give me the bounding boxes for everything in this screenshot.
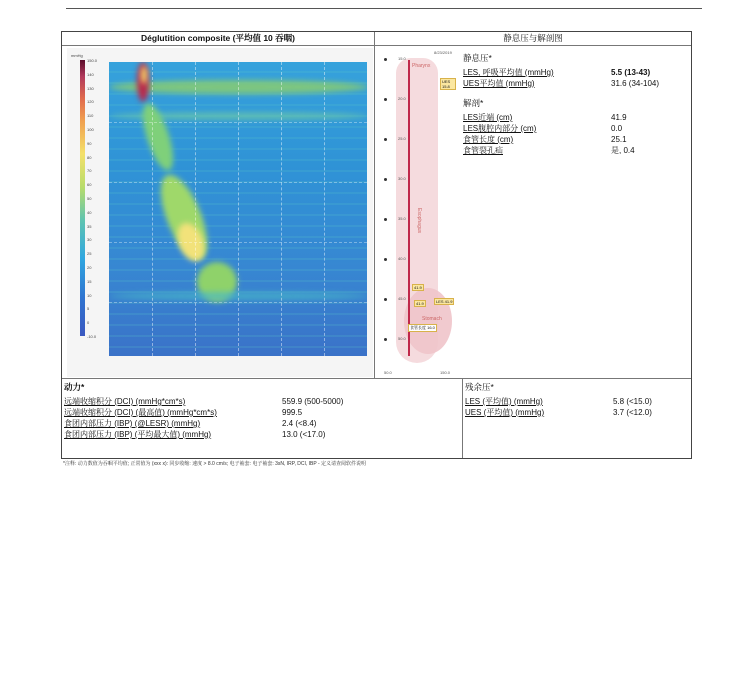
scale-tick: 90 [87, 140, 92, 146]
les-tag-3: LES 41.9 [436, 299, 453, 304]
dynamics-label: 远端收缩积分 (DCI) (最高值) (mmHg*cm*s) [64, 408, 217, 417]
scale-tick: 25 [87, 251, 92, 257]
top-rule [66, 8, 702, 9]
dynamics-label: 食团内部压力 (IBP) (@LESR) (mmHg) [64, 419, 201, 428]
sensor-dot [384, 98, 387, 101]
anatomy-row [463, 123, 685, 134]
scale-tick: 150.0 [87, 58, 98, 63]
dynamics-row [64, 429, 460, 440]
sensor-dot [384, 298, 387, 301]
anatomy-label: 食管裂孔疝 [463, 146, 503, 155]
residual-label: UES (平均值) (mmHg) [465, 408, 545, 417]
rest-label: UES平均值 (mmHg) [463, 79, 535, 88]
rest-anatomy-header: 静息压与解剖图 [375, 32, 691, 46]
anatomy-label: 食管长度 (cm) [463, 135, 514, 144]
scale-tick: 20 [87, 265, 92, 270]
sensor-dot [384, 258, 387, 261]
scale-tick: 35 [87, 223, 92, 229]
residual-title: 残余压* [465, 382, 494, 392]
dynamics-value: 559.9 (500-5000) [282, 397, 344, 406]
residual-panel [465, 381, 687, 418]
rest-value: 5.5 (13-43) [611, 68, 651, 77]
footnote: *注释: 动力数值为吞咽平均值; 正常值为 (xxx x): 同步收缩: 速度 > 8.0 cm/s; 电子袖套: 电子袖套: 3sN, IRP, DCI, IBP - 定义请查阅软件说明 [63, 461, 367, 467]
pharynx-label: Pharynx [412, 63, 431, 69]
bottom-divider [462, 378, 463, 458]
scale-tick: 40 [87, 209, 92, 215]
scale-tick: 10 [87, 292, 92, 298]
rest-label: LES, 呼吸平均值 (mmHg) [463, 68, 554, 77]
anatomy-diagram [378, 48, 456, 378]
residual-value: 5.8 (<15.0) [613, 397, 652, 406]
color-scale [71, 53, 98, 365]
scale-tick: 0 [87, 320, 90, 326]
scale-tick: 110 [87, 113, 94, 119]
horizontal-divider [62, 378, 691, 379]
depth-label: 40.0 [398, 256, 406, 261]
residual-label: LES (平均值) (mmHg) [465, 397, 543, 406]
scale-tick: -10.0 [87, 334, 97, 339]
depth-label: 50.0 [398, 336, 406, 341]
les-tag-1: 41.9 [414, 285, 422, 290]
sensor-dot [384, 138, 387, 141]
dynamics-row [64, 418, 460, 429]
dynamics-value: 999.5 [282, 408, 303, 417]
rest-row [463, 78, 685, 89]
anatomy-value: 0.0 [611, 124, 623, 133]
residual-row [465, 396, 687, 407]
report-frame [61, 31, 692, 459]
scale-tick: 70 [87, 168, 92, 174]
composite-header: Déglutition composite (平均值 10 吞咽) [62, 32, 374, 46]
depth-label: 25.0 [398, 136, 406, 141]
rest-value: 31.6 (34-104) [611, 79, 660, 88]
color-scale-bar [80, 60, 85, 336]
depth-label: 30.0 [398, 176, 406, 181]
anatomy-label: LES腹腔内部分 (cm) [463, 124, 537, 133]
rest-anatomy-panel [463, 52, 685, 156]
scale-tick: 120 [87, 99, 94, 105]
anatomy-row [463, 145, 685, 156]
dynamics-row [64, 396, 460, 407]
sensor-dot [384, 178, 387, 181]
esophagus-line [408, 60, 410, 356]
scale-tick: 130 [87, 85, 94, 91]
dynamics-title: 动力* [64, 382, 85, 392]
pressure-topography-plot [67, 48, 373, 377]
ues-tag: UES 15.8 [440, 78, 456, 90]
ues-peak-core [141, 66, 147, 84]
dynamics-panel [64, 381, 460, 440]
scale-tick: 60 [87, 182, 92, 188]
depth-label: 45.0 [398, 296, 406, 301]
residual-row [465, 407, 687, 418]
scale-tick: 15 [87, 278, 92, 284]
anatomy-value: 25.1 [611, 135, 627, 144]
depth-label: 20.0 [398, 96, 406, 101]
proximal-contraction [137, 100, 180, 173]
anatomy-date: 8/23/2019 [434, 50, 452, 55]
dynamics-label: 远端收缩积分 (DCI) (mmHg*cm*s) [64, 397, 186, 406]
scale-tick: 100 [87, 127, 94, 132]
dynamics-row [64, 407, 460, 418]
vertical-divider [374, 32, 375, 379]
sensor-dot [384, 58, 387, 61]
dynamics-value: 13.0 (<17.0) [282, 430, 326, 439]
pressure-heatmap [109, 62, 367, 356]
scale-tick: 30 [87, 237, 92, 243]
les-tag-2: 41.9 [416, 301, 424, 306]
scale-tick: 50 [87, 196, 92, 201]
stomach-label: Stomach [422, 316, 442, 322]
depth-bottom-right: 150.0 [440, 370, 451, 375]
esophagus-label: Esophagus [416, 208, 422, 234]
depth-bottom-left: 50.0 [384, 370, 392, 375]
anatomy-row [463, 112, 685, 123]
length-tag: 食管长度 16.0 [410, 325, 435, 330]
scale-tick: 5 [87, 306, 90, 312]
sensor-dot [384, 218, 387, 221]
scale-tick: 140 [87, 71, 94, 77]
depth-label: 15.0 [398, 56, 406, 61]
rest-row [463, 67, 685, 78]
anatomy-value: 41.9 [611, 113, 627, 122]
dynamics-label: 食团内部压力 (IBP) (平均最大值) (mmHg) [64, 430, 212, 439]
rest-pressure-title: 静息压* [463, 53, 492, 63]
scale-unit: mmHg [71, 53, 83, 58]
residual-value: 3.7 (<12.0) [613, 408, 652, 417]
anatomy-label: LES近端 (cm) [463, 113, 513, 122]
anatomy-value: 是, 0.4 [611, 146, 635, 155]
anatomy-title: 解剖* [463, 98, 484, 108]
depth-label: 35.0 [398, 216, 406, 221]
scale-tick: 80 [87, 154, 92, 160]
sensor-dot [384, 338, 387, 341]
anatomy-row [463, 134, 685, 145]
dynamics-value: 2.4 (<8.4) [282, 419, 317, 428]
